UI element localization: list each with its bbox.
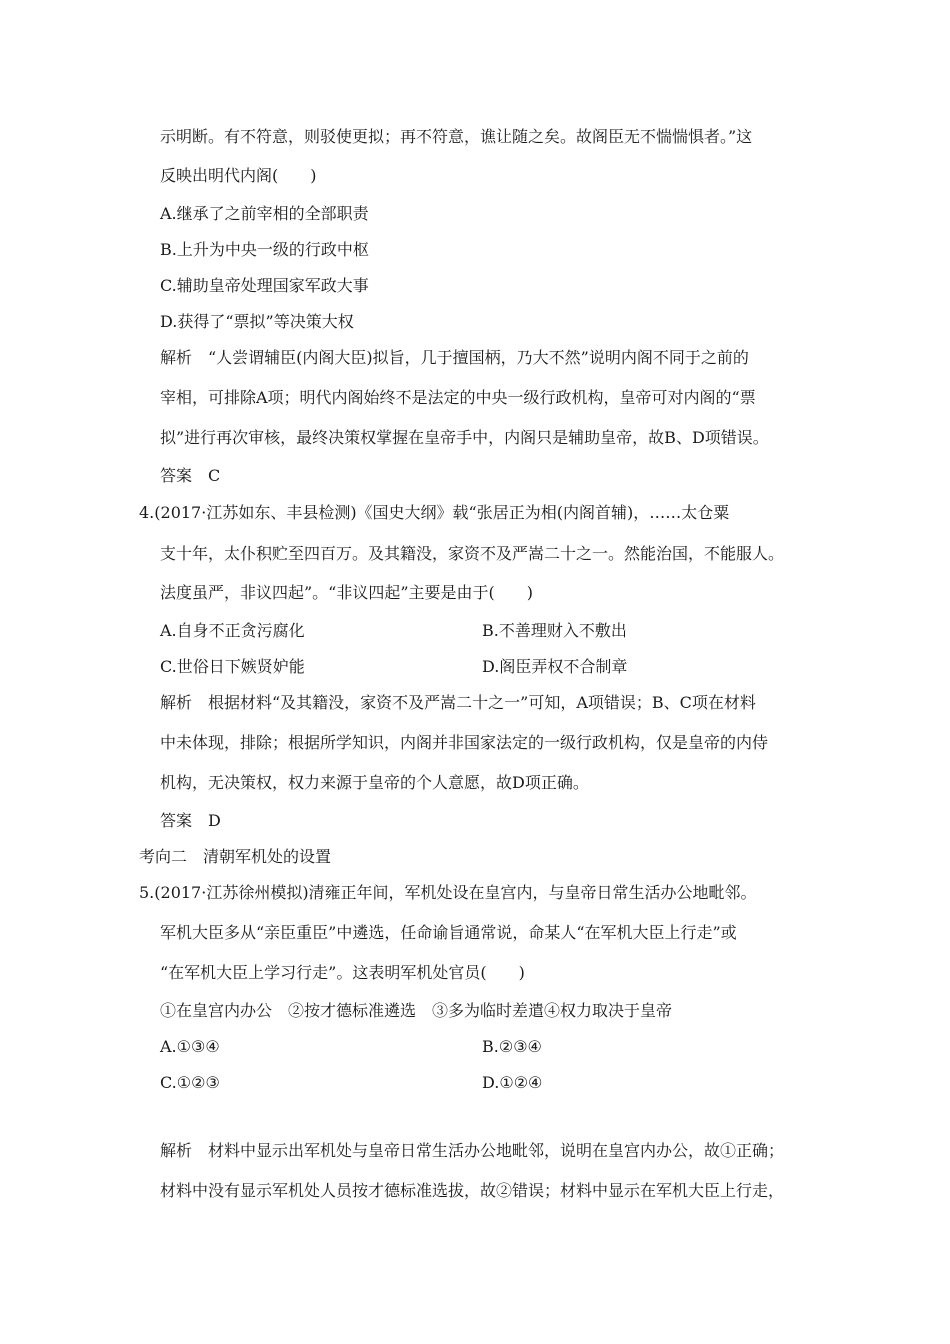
q4-stem-line-2: 支十年，太仆积贮至四百万。及其籍没，家资不及严嵩二十之一。然能治国，不能服人。 [160,544,785,563]
q3-stem-line-1: 示明断。有不符意，则驳使更拟；再不符意，谯让随之矣。故阁臣无不惴惴惧者。”这 [160,127,753,146]
q5-statements: ①在皇宫内办公 ②按才德标准遴选 ③多为临时差遣④权力取决于皇帝 [160,1001,673,1020]
q5-analysis-line-2: 材料中没有显示军机处人员按才德标准选拔，故②错误；材料中显示在军机大臣上行走， [160,1181,785,1200]
q4-option-d: D.阁臣弄权不合制章 [482,657,628,676]
q3-option-c: C.辅助皇帝处理国家军政大事 [160,276,369,295]
q4-analysis-line-3: 机构，无决策权，权力来源于皇帝的个人意愿，故D项正确。 [160,773,589,792]
q3-analysis-line-1: 解析 “人尝谓辅臣(内阁大臣)拟旨，几于擅国柄，乃大不然”说明内阁不同于之前的 [160,348,749,367]
q4-option-a: A.自身不正贪污腐化 [160,621,305,640]
q4-stem-line-3: 法度虽严，非议四起”。“非议四起”主要是由于( ) [160,583,534,602]
q5-analysis-line-1: 解析 材料中显示出军机处与皇帝日常生活办公地毗邻，说明在皇宫内办公，故①正确； [160,1141,785,1160]
q5-option-a: A.①③④ [160,1037,220,1056]
q3-option-a: A.继承了之前宰相的全部职责 [160,204,369,223]
q4-analysis-line-1: 解析 根据材料“及其籍没，家资不及严嵩二十之一”可知，A项错误；B、C项在材料 [160,693,756,712]
q3-answer: 答案 C [160,466,221,485]
q4-option-c: C.世俗日下嫉贤妒能 [160,657,305,676]
q4-stem-line-1: 4.(2017·江苏如东、丰县检测)《国史大纲》载“张居正为相(内阁首辅)，……太仓粟 [139,503,730,522]
q3-option-b: B.上升为中央一级的行政中枢 [160,240,369,259]
q5-stem-line-3: “在军机大臣上学习行走”。这表明军机处官员( ) [160,963,525,982]
q3-analysis-line-2: 宰相，可排除A项；明代内阁始终不是法定的中央一级行政机构，皇帝可对内阁的“票 [160,388,756,407]
q3-stem-line-2: 反映出明代内阁( ) [160,166,317,185]
q5-stem-line-1: 5.(2017·江苏徐州模拟)清雍正年间，军机处设在皇宫内，与皇帝日常生活办公地毗邻。 [139,883,757,902]
q5-stem-line-2: 军机大臣多从“亲臣重臣”中遴选，任命谕旨通常说，命某人“在军机大臣上行走”或 [160,923,737,942]
q4-answer: 答案 D [160,811,221,830]
q4-option-b: B.不善理财入不敷出 [482,621,627,640]
q5-option-c: C.①②③ [160,1073,220,1092]
q5-option-b: B.②③④ [482,1037,542,1056]
q5-option-d: D.①②④ [482,1073,543,1092]
q3-option-d: D.获得了“票拟”等决策大权 [160,312,354,331]
section-heading: 考向二 清朝军机处的设置 [139,847,332,866]
q3-analysis-line-3: 拟”进行再次审核，最终决策权掌握在皇帝手中，内阁只是辅助皇帝，故B、D项错误。 [160,428,769,447]
q4-analysis-line-2: 中未体现，排除；根据所学知识，内阁并非国家法定的一级行政机构，仅是皇帝的内侍 [160,733,769,752]
